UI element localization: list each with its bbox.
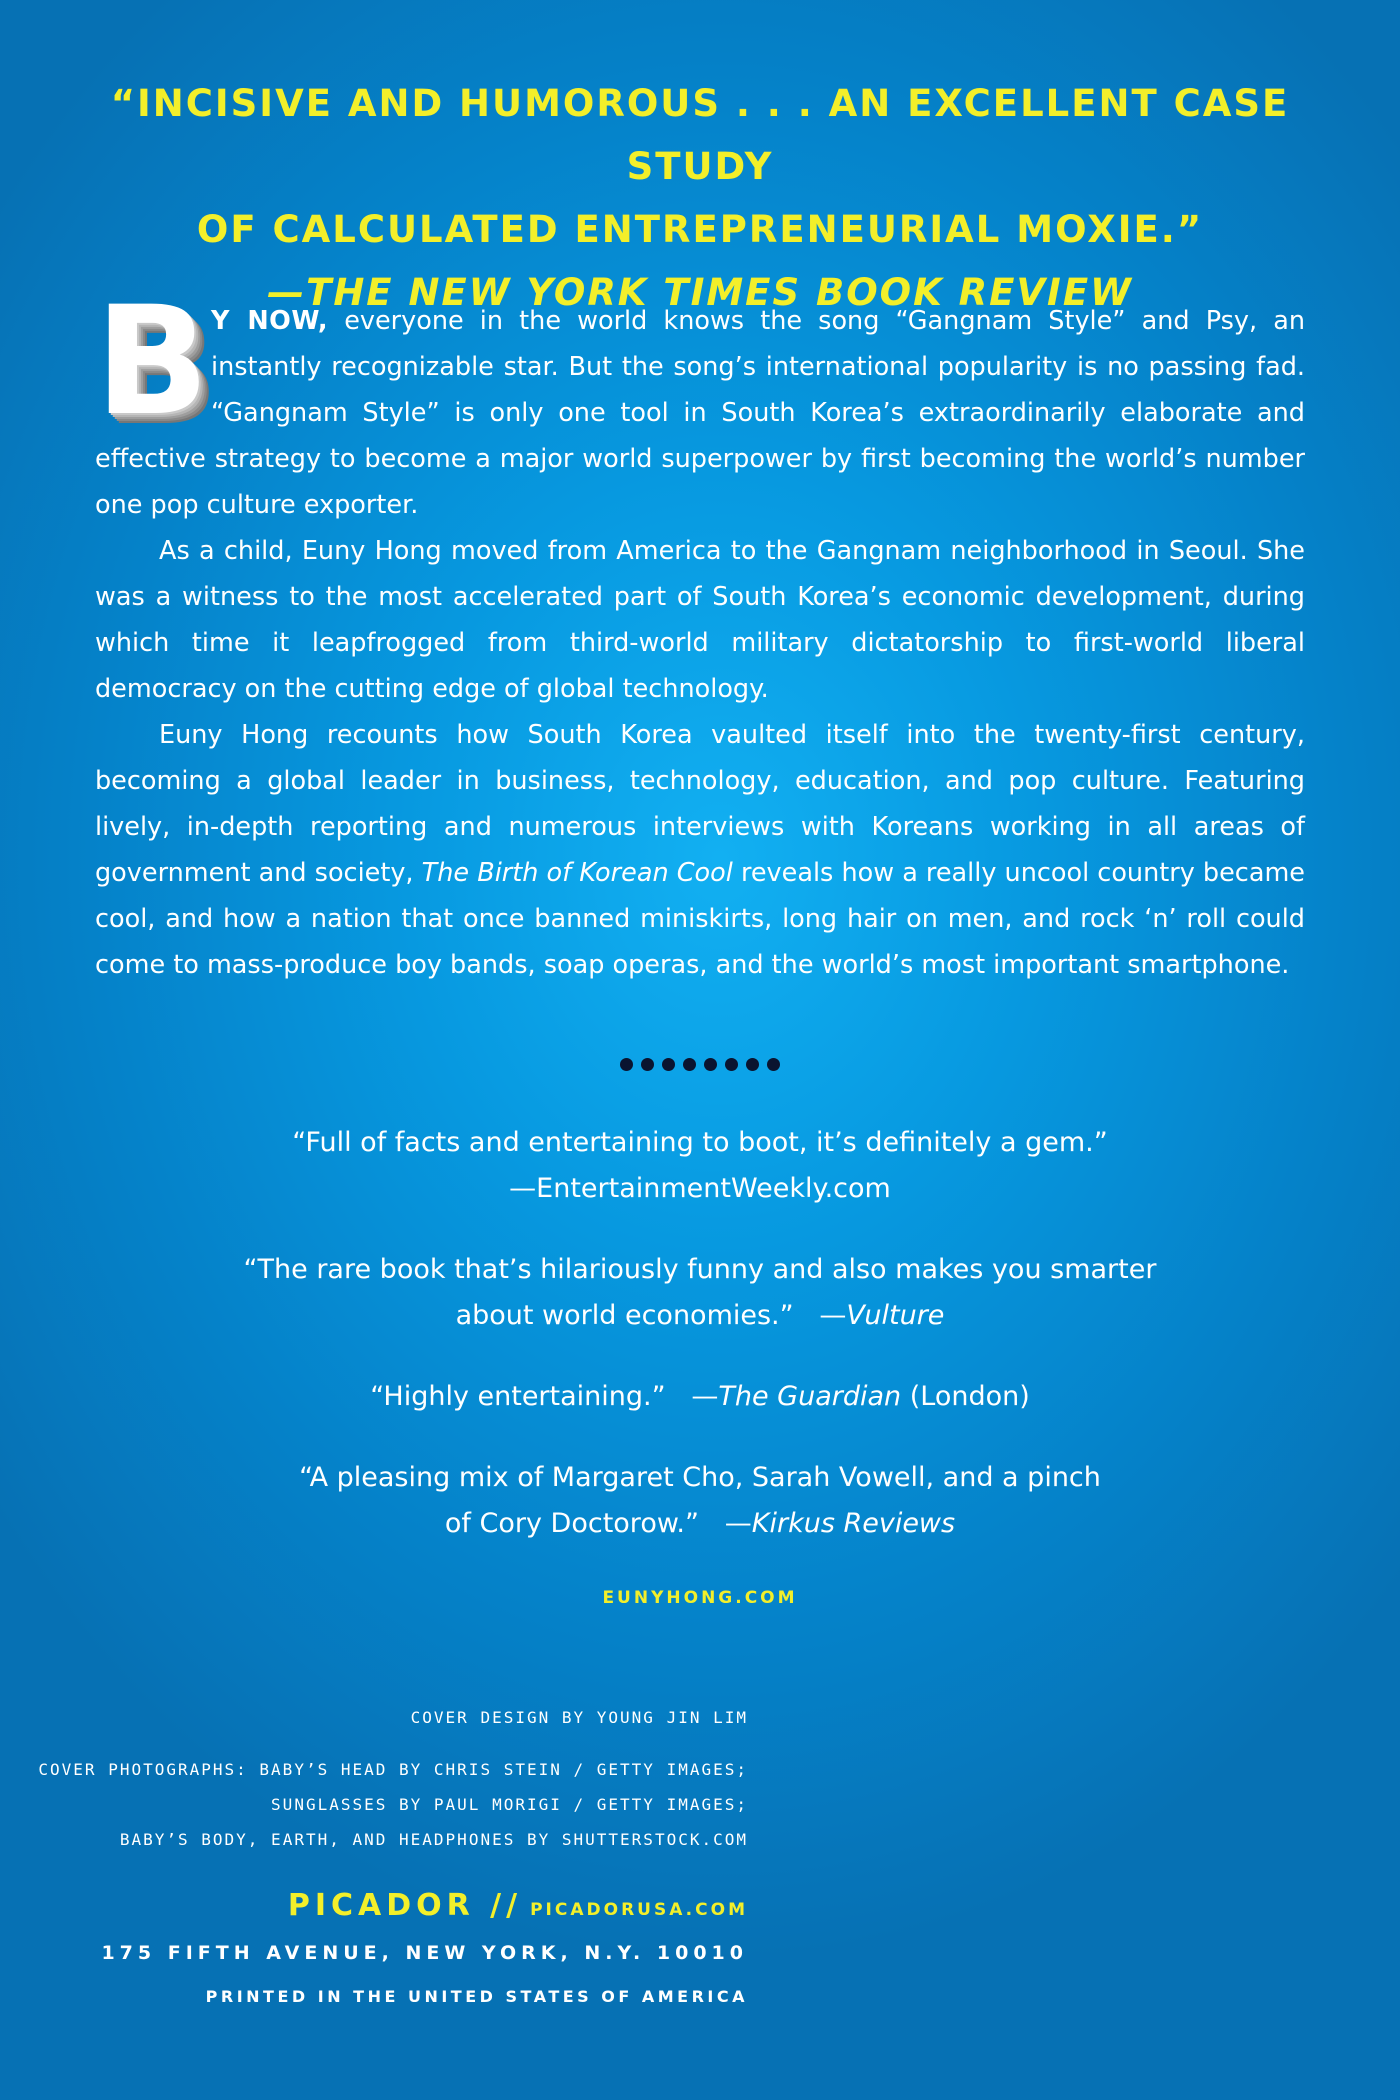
publisher-url: PICADORUSA.COM [530,1900,748,1920]
blurb-quote-tail: of Cory Doctorow.” [444,1508,700,1539]
author-website: EUNYHONG.COM [602,1588,798,1608]
review-tagline [100,72,1300,324]
blurb-quote: “Full of facts and entertaining to boot, it’s definitely a gem.” [292,1127,1108,1158]
blurb-source: Vulture [846,1300,945,1331]
divider-dot [767,1058,780,1071]
blurb-source: Kirkus Reviews [751,1508,956,1539]
description-paragraph-3 [95,712,1305,988]
blurb-entertainment-weekly [200,1120,1200,1212]
dot-divider [0,1058,1400,1071]
divider-dot [683,1058,696,1071]
blurb-quote-end [200,1501,1200,1547]
description-lead-in: Y NOW, [211,306,329,336]
cover-design-credit: COVER DESIGN BY YOUNG JIN LIM [410,1708,748,1727]
blurb-quote-end [200,1293,1200,1339]
blurb-quote: “The rare book that’s hilariously funny and also makes you smarter [243,1254,1157,1285]
publisher-address: 175 FIFTH AVENUE, NEW YORK, N.Y. 10010 [101,1942,748,1964]
review-blurbs [200,1120,1200,1582]
publisher-name: PICADOR // [287,1888,523,1923]
cover-photo-credits [38,1752,748,1857]
tagline-source: —THE NEW YORK TIMES BOOK REVIEW [267,271,1133,314]
divider-dot [746,1058,759,1071]
printed-notice: PRINTED IN THE UNITED STATES OF AMERICA [205,1987,748,2006]
tagline-line-2: OF CALCULATED ENTREPRENEURIAL MOXIE.” [196,208,1204,251]
drop-cap [95,275,210,449]
blurb-source: —EntertainmentWeekly.com [509,1173,891,1204]
tagline-line-1: “INCISIVE AND HUMOROUS . . . AN EXCELLENT CASE STUDY [110,82,1290,188]
photo-credit-line: COVER PHOTOGRAPHS: BABY’S HEAD BY CHRIS STEIN / GETTY IMAGES; [38,1760,748,1779]
description-p1-text: everyone in the world knows the song “Gangnam Style” and Psy, an instantly recognizable star. But the song’s international popularity is no passing fad. “Gangnam Style” is only one tool in South Korea’s extraordinarily elaborate and effective strategy to become a major world superpower by first becoming the world’s number one pop culture exporter. [95,306,1306,520]
blurb-quote-tail: about world economies.” [455,1300,794,1331]
divider-dot [725,1058,738,1071]
divider-dot [641,1058,654,1071]
publisher-line [288,1888,748,1923]
description-p3-after: reveals how a really uncool country became cool, and how a nation that once banned miniskirts, long hair on men, and rock ‘n’ roll could come to mass-produce boy bands, soap operas, and the world’s most important smartphone. [95,858,1305,980]
blurb-line [200,1374,1200,1420]
photo-credit-line: SUNGLASSES BY PAUL MORIGI / GETTY IMAGES; [271,1795,748,1814]
blurb-dash: — [691,1381,719,1412]
blurb-source: The Guardian [718,1381,902,1412]
blurb-quote: “A pleasing mix of Margaret Cho, Sarah Vowell, and a pinch [299,1462,1101,1493]
photo-credit-line: BABY’S BODY, EARTH, AND HEADPHONES BY SHUTTERSTOCK.COM [119,1830,748,1849]
book-title: The Birth of Korean Cool [421,858,733,888]
blurb-guardian [200,1374,1200,1420]
blurb-quote: “Highly entertaining.” [370,1381,666,1412]
blurb-dash: — [819,1300,847,1331]
blurb-source-note: (London) [901,1381,1030,1412]
drop-cap-letter: B [95,275,210,449]
description-paragraph-2: As a child, Euny Hong moved from America to the Gangnam neighborhood in Seoul. She was a witness to the most accelerated part of South Korea’s economic development, during which time it leapfrogged from third-world military dictatorship to first-world liberal democracy on the cutting edge of global technology. [95,536,1305,704]
blurb-kirkus [200,1455,1200,1547]
divider-dot [704,1058,717,1071]
description-p3-before: Euny Hong recounts how South Korea vaulted itself into the twenty-first century, becoming a global leader in business, technology, education, and pop culture. Featuring lively, in-depth reporting and numerous interviews with Koreans working in all areas of government and society, [95,720,1305,888]
divider-dot [662,1058,675,1071]
blurb-vulture [200,1247,1200,1339]
blurb-dash: — [724,1508,752,1539]
divider-dot [620,1058,633,1071]
